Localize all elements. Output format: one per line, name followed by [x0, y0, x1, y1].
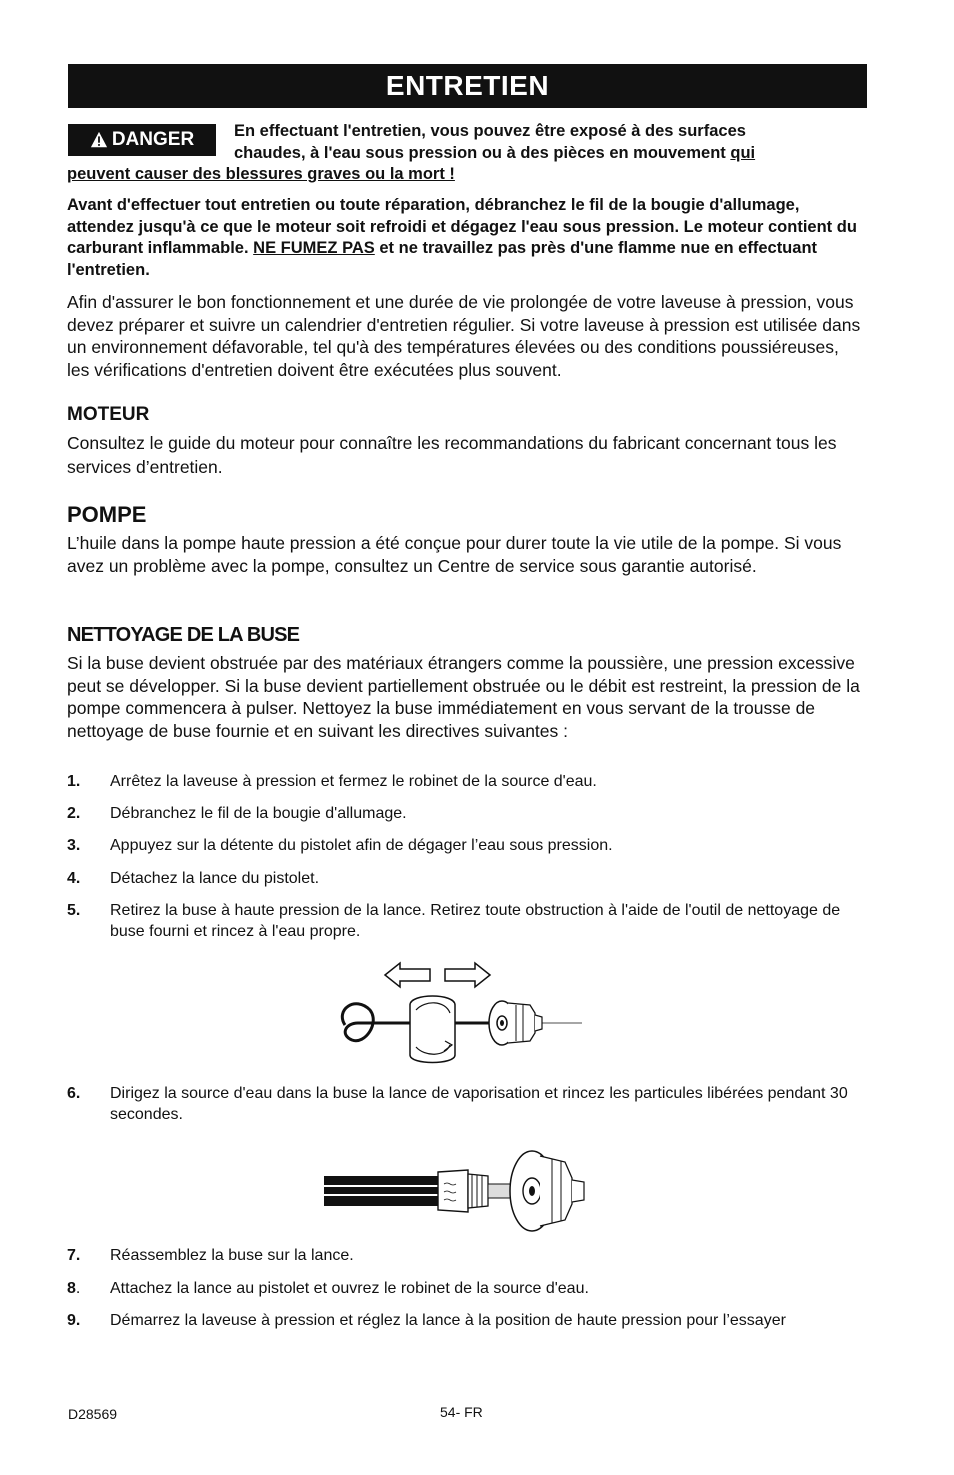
danger-message-line3	[67, 164, 857, 186]
nozzle-flushing-illustration	[320, 1148, 590, 1236]
step-6	[67, 1083, 857, 1125]
step-9	[67, 1310, 857, 1331]
danger-text: DANGER	[111, 129, 195, 150]
nozzle-cleaning-illustration	[330, 955, 590, 1067]
step-text: Arrêtez la laveuse à pression et fermez le robinet de la source d'eau.	[110, 773, 597, 790]
moteur-heading: MOTEUR	[67, 404, 150, 425]
step-number: 9.	[67, 1312, 81, 1329]
danger-message-line2	[234, 143, 864, 165]
step-text: Démarrez la laveuse à pression et réglez la lance à la position de haute pression pour l’essayer	[110, 1312, 786, 1329]
step-number	[67, 1278, 110, 1299]
step-text: Débranchez le fil de la bougie d'allumage.	[110, 805, 407, 822]
warning-paragraph	[67, 195, 857, 281]
warning-part1: Avant d'effectuer tout entretien ou toute réparation, débranchez le fil de la bougie d'allumage, attendez jusqu'à ce que le moteur soit refroidi et dégagez l'eau sous pression. Le moteur contient du carburant inflammable.	[67, 196, 857, 257]
step-4	[67, 868, 857, 889]
warning-part2: et ne travaillez pas près d'une flamme nue en effectuant l'entretien.	[67, 239, 818, 279]
step-number: 5.	[67, 902, 81, 919]
step-text: Dirigez la source d'eau dans la buse la lance de vaporisation et rincez les particules libérées pendant 30 secondes.	[110, 1085, 848, 1123]
step-number: 6.	[67, 1085, 81, 1102]
moteur-text: Consultez le guide du moteur pour connaître les recommandations du fabricant concernant tous les services d’entretien.	[67, 433, 837, 477]
danger-label	[68, 124, 216, 156]
step-number: 4.	[67, 870, 81, 887]
page-title: ENTRETIEN	[68, 64, 867, 108]
step-text: Réassemblez la buse sur la lance.	[110, 1247, 354, 1264]
step-8	[67, 1278, 857, 1299]
pompe-text: L’huile dans la pompe haute pression a été conçue pour durer toute la vie utile de la pompe. Si vous avez un problème avec la pompe, consultez un Centre de service sous garantie autorisé.	[67, 533, 842, 576]
step-7	[67, 1245, 857, 1266]
warning-underlined: NE FUMEZ PAS	[253, 239, 375, 257]
danger-underlined-1: qui	[730, 144, 756, 162]
step-text: Retirez la buse à haute pression de la lance. Retirez toute obstruction à l'aide de l'outil de nettoyage de buse fourni et rincez à l'eau propre.	[110, 902, 841, 940]
model-number: D28569	[68, 1406, 118, 1422]
step-5	[67, 900, 857, 942]
intro-paragraph: Afin d'assurer le bon fonctionnement et une durée de vie prolongée de votre laveuse à pression, vous devez préparer et suivre un calendrier d'entretien régulier. Si votre laveuse à pression est utilisée dans un environnement défavorable, tel qu'à des températures élevées ou des conditions poussiéreuses, les vérifications d'entretien doivent être exécutées plus souvent.	[67, 292, 861, 380]
step-number-digit: 8	[67, 1280, 76, 1297]
step-text: Détachez la lance du pistolet.	[110, 870, 320, 887]
buse-heading: NETTOYAGE DE LA BUSE	[67, 624, 300, 646]
step-1	[67, 771, 857, 792]
danger-underlined-2: peuvent causer des blessures graves ou la mort !	[67, 165, 455, 183]
step-text: Appuyez sur la détente du pistolet afin de dégager l’eau sous pression.	[110, 837, 613, 854]
step-3	[67, 835, 857, 856]
warning-triangle-icon	[90, 131, 108, 149]
step-number: 3.	[67, 837, 81, 854]
step-number: 1.	[67, 773, 81, 790]
danger-message-line1: En effectuant l'entretien, vous pouvez être exposé à des surfaces	[234, 122, 746, 140]
step-number: 2.	[67, 805, 81, 822]
step-number: 7.	[67, 1247, 81, 1264]
step-number-dot: .	[75, 1280, 81, 1297]
step-text: Attachez la lance au pistolet et ouvrez le robinet de la source d'eau.	[110, 1280, 589, 1297]
page-number: 54- FR	[440, 1404, 483, 1420]
step-2	[67, 803, 857, 824]
danger-message-text: chaudes, à l'eau sous pression ou à des pièces en mouvement	[234, 144, 726, 162]
pompe-heading: POMPE	[67, 502, 147, 527]
buse-text: Si la buse devient obstruée par des matériaux étrangers comme la poussière, une pression excessive peut se développer. Si la buse devient partiellement obstruée ou le débit est restreint, la pression de la pompe commencera à pulser. Nettoyez la buse immédiatement en vous servant de la trousse de nettoyage de buse fournie et en suivant les directives suivantes :	[67, 653, 860, 741]
